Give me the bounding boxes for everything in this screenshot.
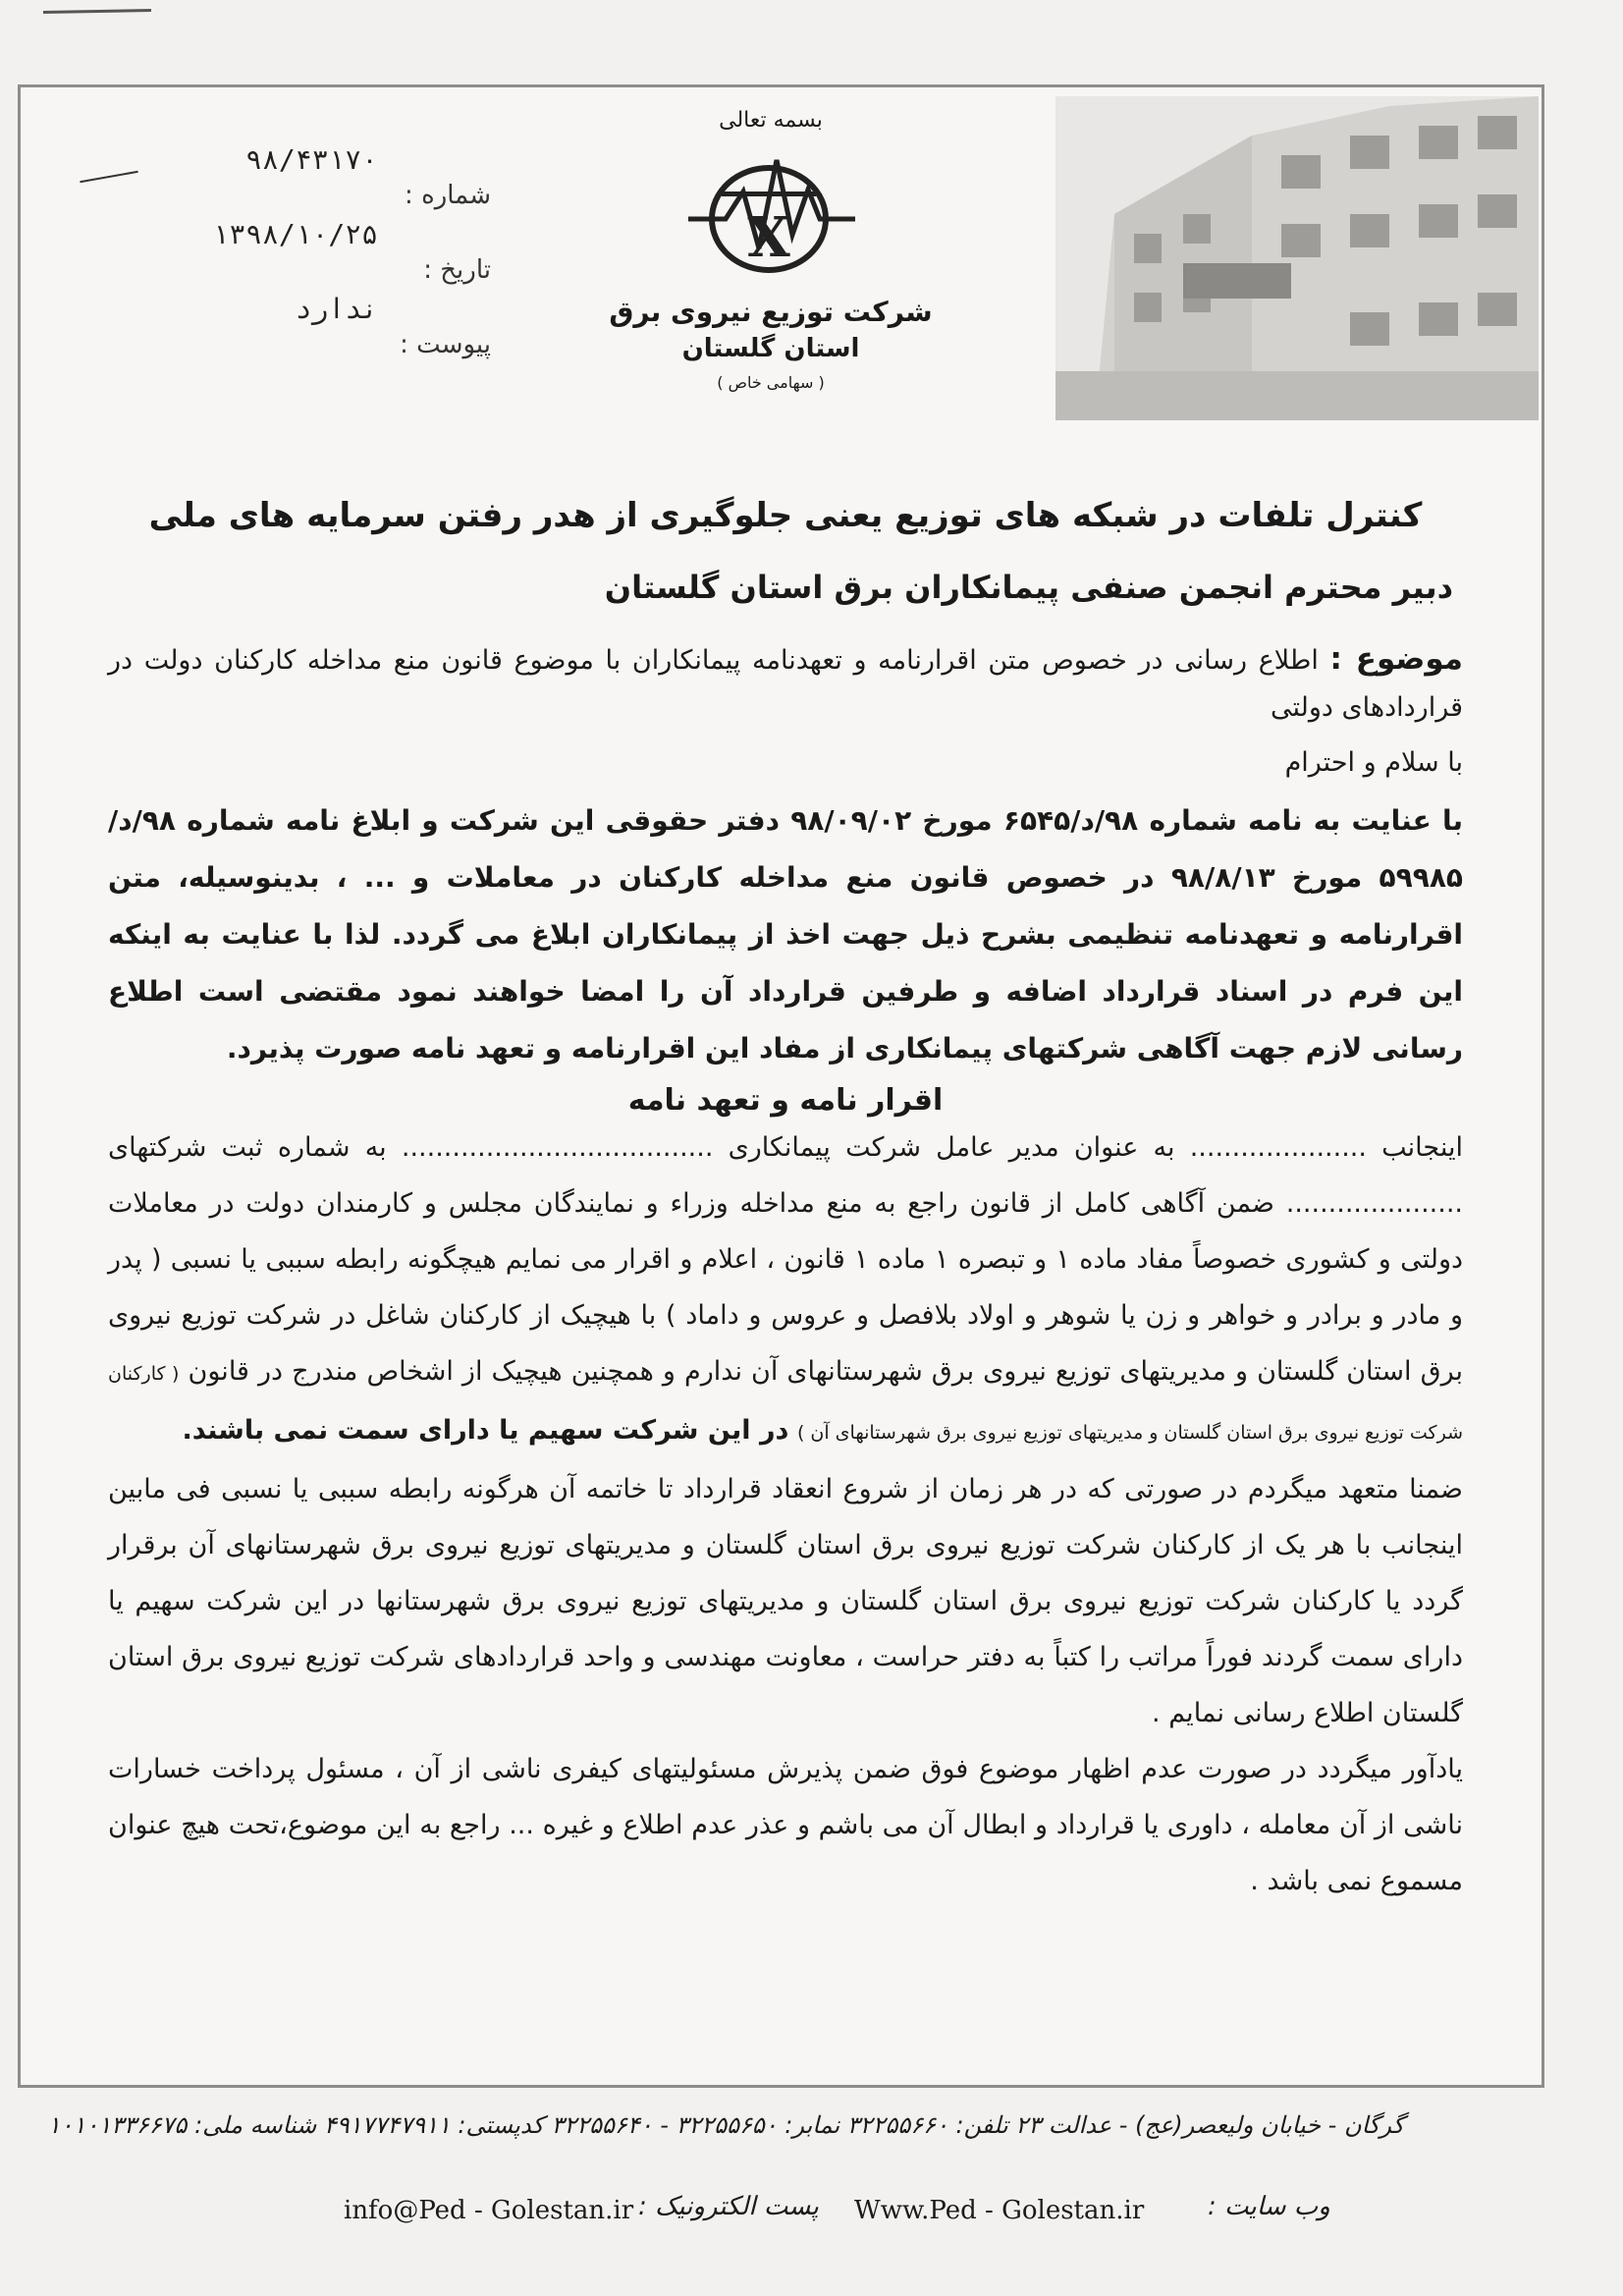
declaration-paragraph-2: ضمنا متعهد میگردم در صورتی که در هر زمان از شروع انعقاد قرارداد تا خاتمه آن هرگونه رابطه سببی یا نسبی فی مابین اینجانب با هر یک از کارکنان شرکت توزیع نیروی برق استان گلستان و مدیریتهای توزیع نیروی برق شهرستانهای آن برقرار گردد یا کارکنان شرکت توزیع نیروی برق استان گلستان و مدیریتهای توزیع نیروی برق شهرستانها در این شرکت سهیم یا دارای سمت گردند فوراً مراتب را کتباً به دفتر حراست ، معاونت مهندسی و واحد قراردادهای شرکت توزیع نیروی برق استان گلستان اطلاع رسانی نمایم . — [108, 1474, 1463, 1728]
number-value: ۹۸/۴۳۱۷۰ — [245, 143, 378, 176]
scan-mark — [43, 9, 151, 14]
date-value: ۱۳۹۸/۱۰/۲۵ — [212, 218, 378, 250]
footer-address: گرگان - خیابان ولیعصر(عج) - عدالت ۲۳ تلفن: ۳۲۲۵۵۶۶۰ نمابر: ۳۲۲۵۵۶۵۰ - ۳۲۲۵۵۶۴۰ کدپستی: ۴۹۱۷۷۴۷۹۱۱ شناسه ملی: ۱۰۱۰۱۳۳۶۶۷۵ — [47, 2111, 1404, 2139]
lightning-x-logo-icon — [682, 140, 859, 288]
letter-greeting: با سلام و احترام — [1284, 747, 1463, 778]
declaration-title: اقرار نامه و تعهد نامه — [627, 1083, 944, 1118]
declaration-p1-note: ( کارکنان شرکت توزیع نیروی برق استان گلستان و مدیریتهای توزیع نیروی برق شهرستانهای آن ) — [108, 1363, 1463, 1444]
attachment-label: پیوست : — [400, 330, 491, 359]
letter-content — [108, 496, 1463, 1909]
footer-email[interactable]: info@Ped - Golestan.ir — [344, 2196, 634, 2225]
letter-recipient: دبیر محترم انجمن صنفی پیمانکاران برق استان گلستان — [604, 569, 1453, 606]
number-row — [196, 143, 491, 218]
company-logo-block — [609, 108, 933, 392]
company-province: استان گلستان — [681, 334, 860, 363]
attachment-row — [196, 293, 491, 367]
number-label: شماره : — [405, 181, 491, 210]
svg-text:X: X — [747, 205, 790, 270]
letter-slogan: کنترل تلفات در شبکه های توزیع یعنی جلوگیری از هدر رفتن سرمایه های ملی — [148, 496, 1423, 535]
declaration-paragraph-1 — [108, 1120, 1463, 1461]
company-type: ( سهامی خاص ) — [717, 373, 825, 392]
declaration-p1-end: در این شرکت سهیم یا دارای سمت نمی باشند. — [182, 1415, 789, 1446]
declaration-paragraph-3: یادآور میگردد در صورت عدم اظهار موضوع فوق ضمن پذیرش مسئولیتهای کیفری ناشی از آن ، مسئول پرداخت خسارات ناشی از آن معامله ، داوری یا قرارداد و ابطال آن می باشم و عذر عدم اطلاع و غیره ... راجع به این موضوع،تحت هیچ عنوان مسموع نمی باشد . — [108, 1754, 1463, 1896]
footer-email-label: پست الکترونیک : — [638, 2192, 819, 2221]
letter-meta — [196, 143, 491, 367]
building-photo — [1055, 96, 1539, 420]
bismillah: بسمه تعالی — [719, 108, 823, 133]
footer-website[interactable]: Www.Ped - Golestan.ir — [854, 2196, 1145, 2225]
company-name: شرکت توزیع نیروی برق — [609, 296, 933, 328]
subject-text: اطلاع رسانی در خصوص متن اقرارنامه و تعهدنامه پیمانکاران با موضوع قانون منع مداخله کارکنان دولت در قراردادهای دولتی — [108, 645, 1463, 723]
scan-mark — [80, 171, 137, 183]
date-row — [196, 218, 491, 293]
footer-website-label: وب سایت : — [1208, 2192, 1330, 2221]
letter-subject — [108, 635, 1463, 732]
attachment-value: ندارد — [295, 293, 378, 325]
declaration-p1-text: اینجانب ..................... به عنوان مدیر عامل شرکت پیمانکاری ..................................... به شماره ثبت شرکتهای ..................... ضمن آگاهی کامل از قانون راجع به منع مداخله وزراء و نمایندگان مجلس و کارمندان دولت در معاملات دولتی و کشوری خصوصاً مفاد ماده ۱ و تبصره ۱ ماده ۱ قانون ، اعلام و اقرار می نمایم هیچگونه رابطه سببی یا نسبی ( پدر و مادر و برادر و خواهر و زن یا شوهر و اولاد بلافصل و عروس و داماد ) با هیچیک از کارکنان شاغل در شرکت توزیع نیروی برق استان گلستان و مدیریتهای توزیع نیروی برق شهرستانهای آن ندارم و همچنین هیچیک از اشخاص مندرج در قانون — [108, 1132, 1464, 1387]
letter-intro: با عنایت به نامه شماره ۹۸/د/۶۵۴۵ مورخ ۹۸/۰۹/۰۲ دفتر حقوقی این شرکت و ابلاغ نامه شماره ۹۸/د/۵۹۹۸۵ مورخ ۹۸/۸/۱۳ در خصوص قانون منع مداخله کارکنان در معاملات و ... ، بدینوسیله، متن اقرارنامه و تعهدنامه تنظیمی بشرح ذیل جهت اخذ از پیمانکاران ابلاغ می گردد. لذا با عنایت به اینکه این فرم در اسناد قرارداد اضافه و طرفین قرارداد آن را امضا خواهند نمود مقتضی است اطلاع رسانی لازم جهت آگاهی شرکتهای پیمانکاری از مفاد این اقرارنامه و تعهد نامه صورت پذیرد. — [108, 804, 1463, 1065]
subject-label: موضوع : — [1329, 641, 1463, 677]
date-label: تاریخ : — [423, 255, 491, 285]
